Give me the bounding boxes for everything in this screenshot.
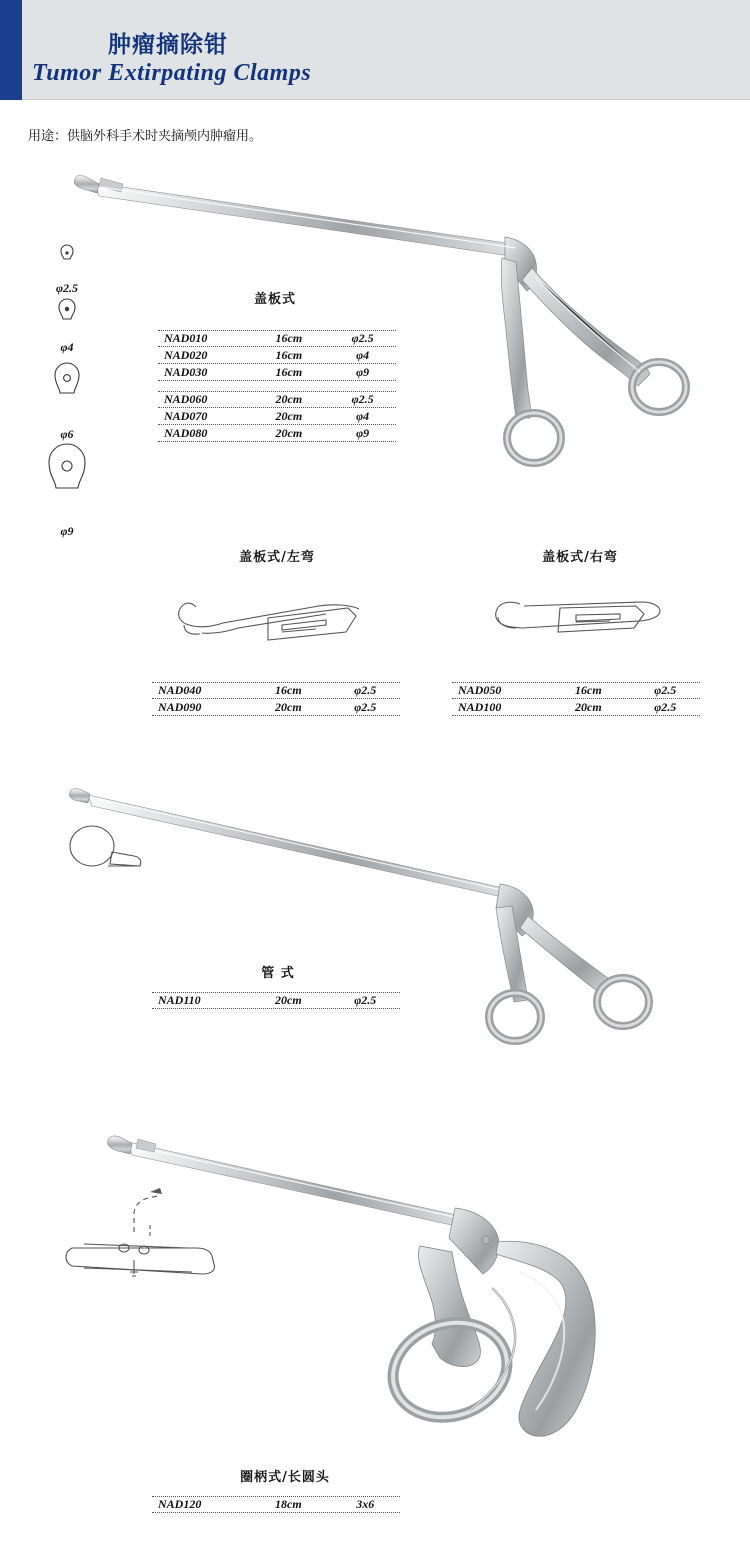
cell-dia: φ9 (356, 425, 370, 440)
table-row (452, 682, 700, 699)
table-row (158, 408, 396, 425)
cell-dia: 3x6 (356, 1497, 375, 1511)
cell-dia: φ9 (356, 364, 370, 379)
diagram-left-curved-tip (179, 603, 359, 640)
cell-length: 18cm (275, 1497, 302, 1511)
legend-label-3: φ9 (60, 524, 74, 538)
cell-model: NAD010 (164, 331, 208, 345)
cell-model: NAD030 (164, 364, 208, 379)
instrument-quanbingshi (66, 1136, 595, 1436)
cell-dia: φ2.5 (654, 683, 677, 697)
cell-dia: φ4 (356, 347, 370, 362)
diagram-right-curved-tip (496, 602, 660, 632)
cell-length: 16cm (575, 683, 602, 697)
table-row (452, 699, 700, 716)
header-accent-bar (0, 0, 22, 100)
table-row (152, 699, 400, 716)
cell-length: 16cm (275, 364, 303, 379)
cell-dia: φ2.5 (354, 683, 377, 697)
cell-model: NAD040 (158, 683, 202, 697)
caption-gaibanshi: 盖板式 (253, 292, 296, 307)
table-row (158, 347, 396, 364)
page-title-cn: 肿瘤摘除钳 (108, 32, 228, 58)
cell-model: NAD100 (458, 699, 502, 714)
table-row (152, 992, 400, 1009)
cell-model: NAD090 (158, 699, 202, 714)
cell-model: NAD060 (164, 392, 208, 406)
table-row (158, 364, 396, 381)
spec-table-gaibanshi (158, 330, 396, 442)
cell-dia: φ4 (356, 408, 370, 423)
cell-length: 20cm (275, 993, 302, 1007)
cell-length: 20cm (275, 392, 303, 406)
cell-length: 16cm (275, 331, 303, 345)
table-row-spacer (158, 381, 396, 391)
cell-model: NAD120 (158, 1497, 202, 1511)
cell-length: 20cm (275, 699, 302, 714)
cell-model: NAD080 (164, 425, 208, 440)
cell-length: 16cm (275, 683, 302, 697)
usage-description: 用途：供脑外科手术时夹摘颅内肿瘤用。 (28, 129, 263, 144)
table-row (158, 391, 396, 408)
legend-label-0: φ2.5 (55, 281, 79, 295)
cell-length: 20cm (275, 408, 303, 423)
cell-length: 20cm (575, 699, 602, 714)
cell-dia: φ2.5 (351, 392, 374, 406)
table-row (152, 682, 400, 699)
cell-length: 20cm (275, 425, 303, 440)
cell-model: NAD070 (164, 408, 208, 423)
table-row (158, 425, 396, 442)
caption-gaibanshi-youwan: 盖板式/右弯 (542, 550, 618, 565)
cell-dia: φ2.5 (354, 993, 377, 1007)
table-row (152, 1496, 400, 1513)
cell-dia: φ2.5 (354, 699, 377, 714)
spec-table-guanshi (152, 992, 400, 1009)
spec-table-zuowan (152, 682, 400, 716)
caption-quanbingshi: 圈柄式/长圆头 (240, 1470, 330, 1485)
caption-gaibanshi-zuowan: 盖板式/左弯 (239, 550, 315, 565)
page-title-en: Tumor Extirpating Clamps (32, 60, 312, 86)
page-header (0, 0, 750, 100)
cell-dia: φ2.5 (654, 699, 677, 714)
cell-model: NAD020 (164, 347, 208, 362)
legend-label-2: φ6 (60, 427, 74, 441)
table-row (158, 330, 396, 347)
spec-table-youwan (452, 682, 700, 716)
legend-label-1: φ4 (60, 340, 74, 354)
cell-length: 16cm (275, 347, 303, 362)
caption-guanshi: 管 式 (261, 966, 295, 981)
cell-model: NAD110 (158, 993, 201, 1007)
spec-table-quanbingshi (152, 1496, 400, 1513)
cell-dia: φ2.5 (351, 331, 374, 345)
cell-model: NAD050 (458, 683, 502, 697)
